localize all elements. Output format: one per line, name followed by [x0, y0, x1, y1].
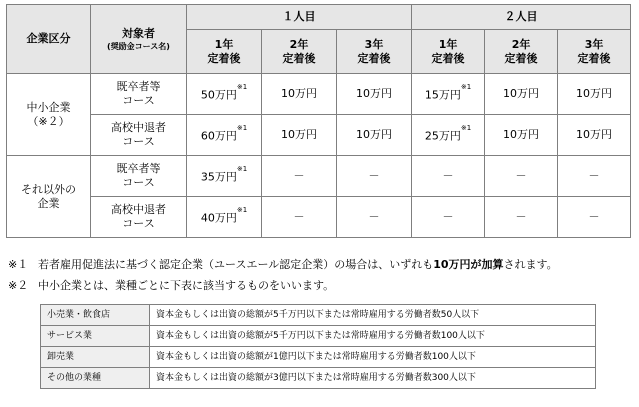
- header-target: [91, 5, 187, 74]
- header-period-2y-p1: [262, 30, 337, 74]
- header-person1: １人目: [187, 5, 412, 30]
- note-2-text: 中小企業とは、業種ごとに下表に該当するものをいいます。: [38, 279, 335, 292]
- subsidy-table: [6, 4, 631, 238]
- period-label: 定着後: [207, 51, 241, 65]
- period-year: 3年: [584, 37, 604, 51]
- other-label-cell: [7, 156, 91, 238]
- table-row: [41, 347, 596, 368]
- dash-cell: －: [412, 197, 485, 238]
- course-name: 高校中退者: [111, 121, 166, 134]
- table-row: [7, 197, 631, 238]
- industry-name: サービス業: [41, 326, 150, 347]
- industry-desc: 資本金もしくは出資の総額が3億円以下または常時雇用する労働者数300人以下: [150, 368, 596, 389]
- industry-desc: 資本金もしくは出資の総額が5千万円以下または常時雇用する労働者数50人以下: [150, 305, 596, 326]
- sme-note: （※２）: [27, 114, 70, 128]
- industry-name: その他の業種: [41, 368, 150, 389]
- industry-table: [40, 304, 596, 389]
- header-person2: ２人目: [412, 5, 631, 30]
- period-year: 1年: [438, 37, 458, 51]
- amount: 50万円: [200, 88, 237, 102]
- note-2-number: ※２: [8, 279, 29, 292]
- note-mark: ※1: [236, 165, 248, 174]
- course-suffix: コース: [122, 217, 155, 230]
- note-1: [8, 258, 558, 272]
- dash-cell: －: [412, 156, 485, 197]
- header-period-2y-p2: [485, 30, 558, 74]
- amount-cell: [187, 74, 262, 115]
- course-name: 既卒者等: [116, 162, 161, 175]
- header-period-1y-p2: [412, 30, 485, 74]
- amount-cell: 10万円: [558, 115, 631, 156]
- dash-cell: －: [558, 156, 631, 197]
- period-label: 定着後: [431, 51, 465, 65]
- header-target-label: 対象者: [122, 26, 155, 40]
- amount-cell: 10万円: [485, 74, 558, 115]
- amount: 40万円: [200, 211, 237, 225]
- other-label: それ以外の: [21, 182, 76, 196]
- sme-label-cell: [7, 74, 91, 156]
- sme-label: 中小企業: [26, 100, 71, 114]
- note-mark: ※1: [236, 83, 248, 92]
- note-1-tail: されます。: [503, 258, 558, 271]
- note-1-bold: 10万円が加算: [433, 258, 504, 271]
- period-label: 定着後: [357, 51, 391, 65]
- course-suffix: コース: [122, 135, 155, 148]
- course-suffix: コース: [122, 94, 155, 107]
- amount-cell: 10万円: [337, 115, 412, 156]
- note-mark: ※1: [236, 124, 248, 133]
- header-period-1y-p1: [187, 30, 262, 74]
- header-company-type: 企業区分: [7, 5, 91, 74]
- amount-cell: [187, 156, 262, 197]
- dash-cell: －: [262, 156, 337, 197]
- industry-desc: 資本金もしくは出資の総額が1億円以下または常時雇用する労働者数100人以下: [150, 347, 596, 368]
- amount-cell: 10万円: [262, 115, 337, 156]
- table-row: [41, 305, 596, 326]
- industry-desc: 資本金もしくは出資の総額が5千万円以下または常時雇用する労働者数100人以下: [150, 326, 596, 347]
- course-name: 高校中退者: [111, 203, 166, 216]
- course-cell: [91, 74, 187, 115]
- amount-cell: [187, 197, 262, 238]
- table-row: [41, 326, 596, 347]
- period-year: 2年: [289, 37, 309, 51]
- note-mark: ※1: [460, 83, 472, 92]
- period-year: 2年: [511, 37, 531, 51]
- header-period-3y-p1: [337, 30, 412, 74]
- dash-cell: －: [337, 197, 412, 238]
- note-mark: ※1: [460, 124, 472, 133]
- header-period-3y-p2: [558, 30, 631, 74]
- industry-name: 小売業・飲食店: [41, 305, 150, 326]
- amount-cell: [412, 74, 485, 115]
- industry-name: 卸売業: [41, 347, 150, 368]
- period-label: 定着後: [282, 51, 316, 65]
- amount-cell: 10万円: [558, 74, 631, 115]
- period-year: 1年: [214, 37, 234, 51]
- course-cell: [91, 115, 187, 156]
- other-label-2: 企業: [37, 196, 60, 210]
- table-row: [7, 115, 631, 156]
- course-name: 既卒者等: [116, 80, 161, 93]
- amount-cell: 10万円: [485, 115, 558, 156]
- amount-cell: 10万円: [262, 74, 337, 115]
- header-target-sub: (奨励金コース名): [107, 41, 170, 51]
- period-year: 3年: [364, 37, 384, 51]
- note-1-text: 若者雇用促進法に基づく認定企業（ユースエール認定企業）の場合は、いずれも: [38, 258, 434, 271]
- course-cell: [91, 197, 187, 238]
- dash-cell: －: [337, 156, 412, 197]
- amount: 15万円: [424, 88, 461, 102]
- table-row: [41, 368, 596, 389]
- note-mark: ※1: [236, 206, 248, 215]
- note-2: [8, 279, 334, 293]
- amount: 35万円: [200, 170, 237, 184]
- amount-cell: 10万円: [337, 74, 412, 115]
- amount: 25万円: [424, 129, 461, 143]
- table-row: [7, 74, 631, 115]
- period-label: 定着後: [577, 51, 611, 65]
- dash-cell: －: [558, 197, 631, 238]
- note-1-number: ※１: [8, 258, 29, 271]
- dash-cell: －: [262, 197, 337, 238]
- dash-cell: －: [485, 156, 558, 197]
- course-cell: [91, 156, 187, 197]
- table-row: [7, 156, 631, 197]
- course-suffix: コース: [122, 176, 155, 189]
- dash-cell: －: [485, 197, 558, 238]
- amount: 60万円: [200, 129, 237, 143]
- amount-cell: [412, 115, 485, 156]
- period-label: 定着後: [504, 51, 538, 65]
- amount-cell: [187, 115, 262, 156]
